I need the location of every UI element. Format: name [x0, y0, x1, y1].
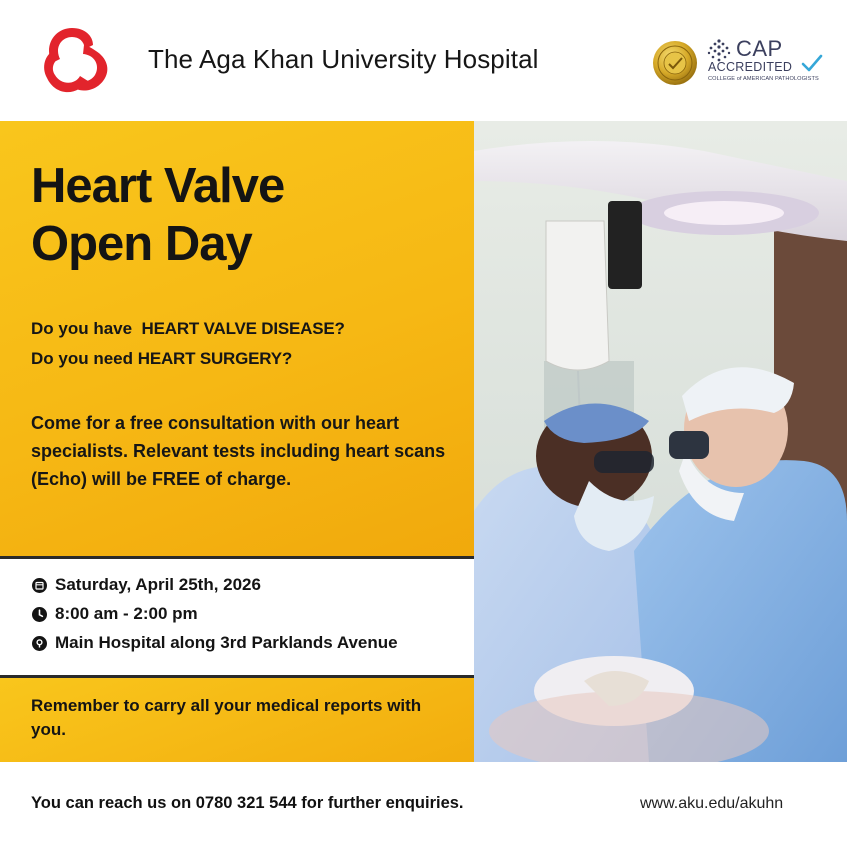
event-time: 8:00 am - 2:00 pm — [55, 604, 198, 623]
reminder-text: Remember to carry all your medical reports with you. — [31, 696, 422, 739]
website-link[interactable]: www.aku.edu/akuhn — [640, 795, 784, 812]
cap-college-label: COLLEGE of AMERICAN PATHOLOGISTS — [708, 76, 819, 82]
question1-emphasis: HEART VALVE DISEASE? — [141, 319, 345, 338]
cap-title: CAP — [736, 36, 783, 61]
question2-emphasis: HEART SURGERY? — [137, 349, 293, 368]
header — [0, 0, 847, 121]
event-title-line2: Open Day — [31, 217, 252, 271]
question-heart-surgery — [31, 349, 292, 369]
cap-accredited-label: ACCREDITED — [708, 60, 793, 74]
detail-location — [32, 632, 398, 654]
checkmark-icon — [801, 54, 823, 72]
surgery-photo — [474, 121, 847, 762]
event-date: Saturday, April 25th, 2026 — [55, 575, 261, 594]
event-title — [31, 157, 284, 273]
hospital-name: The Aga Khan University Hospital — [148, 44, 539, 74]
description-part2: of charge. — [205, 469, 292, 489]
calendar-icon — [32, 578, 47, 593]
aku-logo-icon — [33, 25, 111, 97]
clock-icon — [32, 607, 47, 622]
cap-accreditation — [706, 36, 826, 88]
gold-seal-icon — [652, 40, 698, 86]
location-pin-icon — [32, 636, 47, 651]
event-location: Main Hospital along 3rd Parklands Avenue — [55, 633, 398, 652]
detail-time — [32, 603, 198, 625]
description-part1: Come for a free consultation with our heart specialists. Relevant tests including heart scans (Echo) will be — [31, 413, 446, 489]
question-valve-disease — [31, 319, 345, 339]
event-title-line1: Heart Valve — [31, 159, 285, 213]
question2-prefix: Do you need — [31, 349, 134, 368]
contact-text: You can reach us on 0780 321 544 for further enquiries. — [31, 794, 464, 812]
question1-prefix: Do you have — [31, 319, 133, 338]
description-free: FREE — [152, 469, 201, 489]
surgery-photo-illustration — [474, 121, 847, 762]
consultation-description — [31, 409, 461, 493]
detail-date — [32, 574, 261, 596]
